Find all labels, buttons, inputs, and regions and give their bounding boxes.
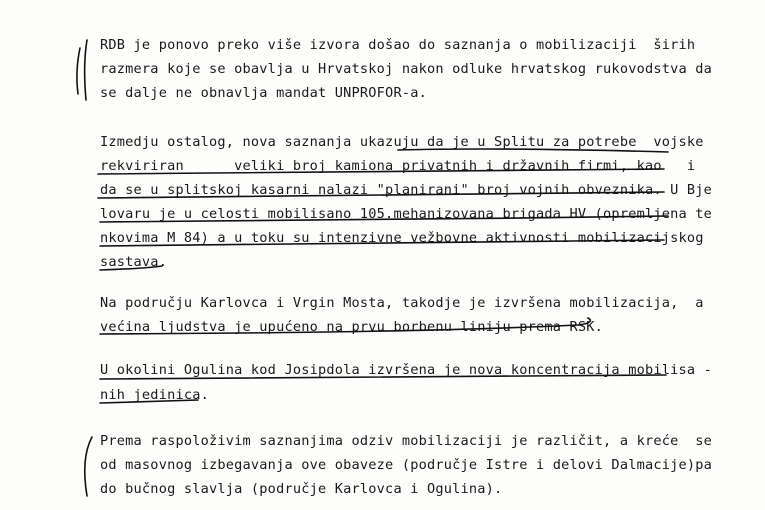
paragraph-5-line-1: Prema raspoloživim saznanjima odziv mobilizaciji je različit, a kreće se [100, 433, 713, 449]
paragraph-2-line-6: sastava. [100, 254, 168, 270]
margin-bracket-mark [85, 437, 92, 496]
margin-bracket-mark [77, 48, 80, 94]
paragraph-3-line-1: Na području Karlovca i Vrgin Mosta, takodje je izvršena mobilizacija, a [100, 295, 704, 311]
paragraph-1-line-2: razmera koje se obavlja u Hrvatskoj nakon odluke hrvatskog rukovodstva da [100, 61, 713, 77]
paragraph-5-line-3: do bučnog slavlja (područje Karlovca i Ogulina). [100, 481, 503, 497]
paragraph-1-line-1: RDB je ponovo preko više izvora došao do saznanja o mobilizaciji širih [100, 37, 696, 53]
paragraph-4-line-2: nih jedinica. [100, 387, 209, 403]
paragraph-1-line-3: se dalje ne obnavlja mandat UNPROFOR-a. [100, 85, 427, 101]
paragraph-2-line-1: Izmedju ostalog, nova saznanja ukazuju da je u Splitu za potrebe vojske [100, 134, 704, 150]
paragraph-4-line-1: U okolini Ogulina kod Josipdola izvršena je nova koncentracija mobilisa - [100, 362, 713, 378]
paragraph-2-line-5: nkovima M 84) a u toku su intenzivne vežbovne aktivnosti mobilizacijskog [100, 230, 704, 246]
paragraph-2-line-4: lovaru je u celosti mobilisano 105.mehanizovana brigada HV (opremljena te [100, 206, 713, 222]
paragraph-3-line-2: većina ljudstva je upućeno na prvu borbenu liniju prema RSK. [100, 319, 604, 335]
margin-bracket-mark [85, 40, 87, 100]
paragraph-2-line-3: da se u splitskoj kasarni nalazi "planirani" broj vojnih obveznika. U Bje [100, 182, 713, 198]
paragraph-5-line-2: od masovnog izbegavanja ove obaveze (područje Istre i delovi Dalmacije)pa [100, 457, 713, 473]
paragraph-2-line-2: rekviriran veliki broj kamiona privatnih i državnih firmi, kao i [100, 158, 696, 174]
